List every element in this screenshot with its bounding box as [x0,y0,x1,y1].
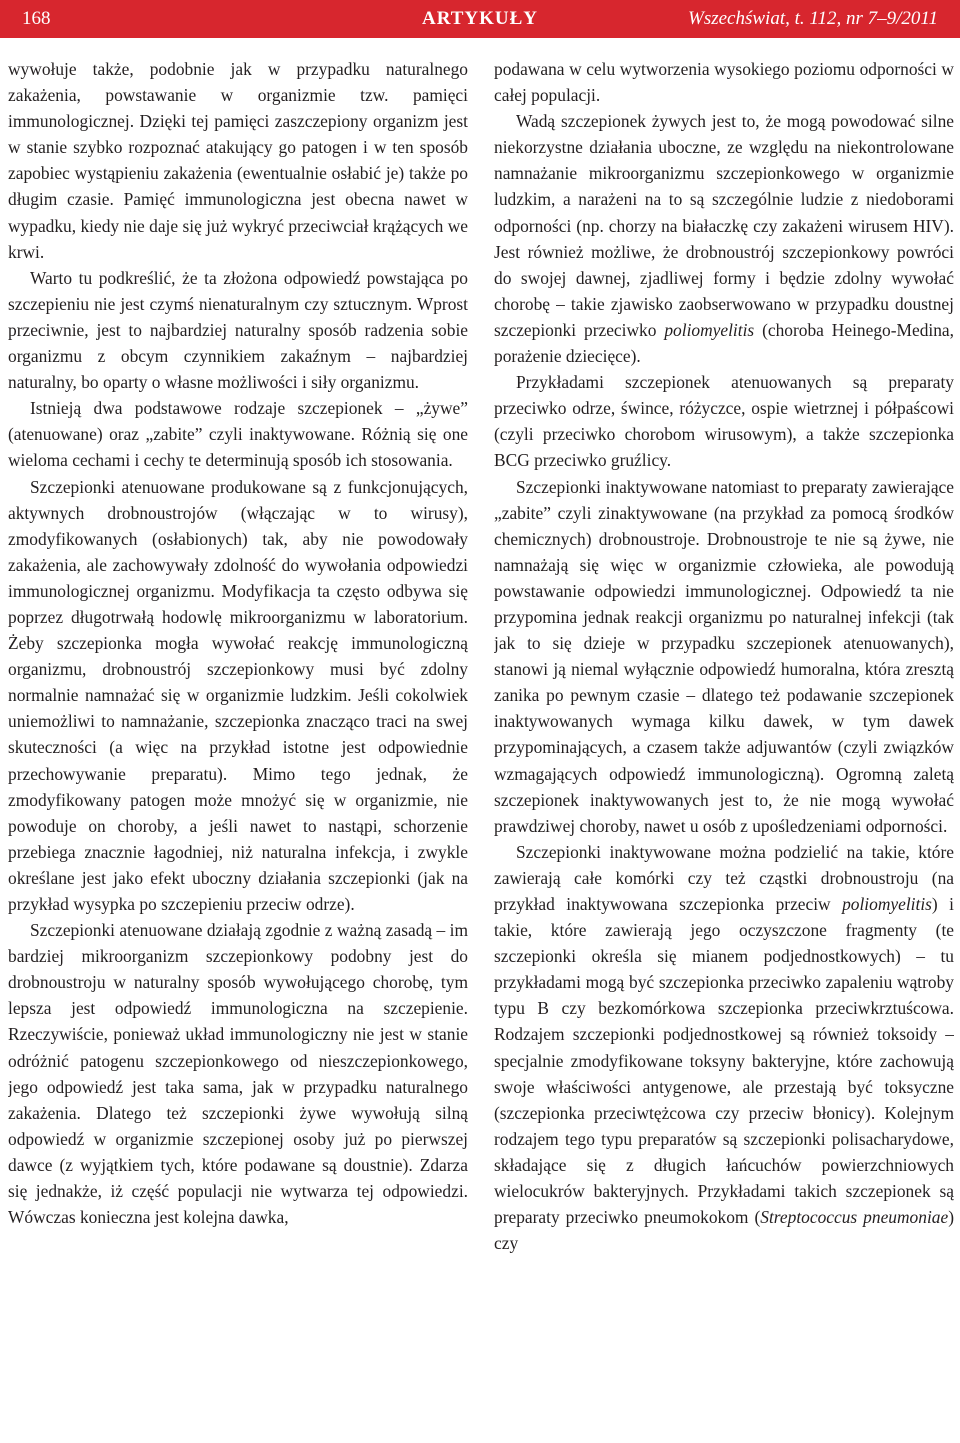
right-column [494,56,954,1431]
page-header [0,0,960,38]
paragraph [494,108,954,369]
paragraph: Szczepionki inaktywowane natomiast to preparaty zawierające „zabite” czyli zinaktywowane (na przykład za pomocą środków chemicznych) drobnoustroje. Drobnoustroje te nie są żywe, nie namnażają się więc w organizmie człowieka, ale powodują powstawanie odpowiedzi immunologicznej. Odpowiedź ta nie przypomina jednak reakcji organizmu po naturalnej infekcji (tak jak to się dzieje w przypadku szczepionek atenuowanych), stanowi ją niemal wyłącznie odpowiedź humoralna, która zresztą zanika po pewnym czasie – dlatego też podawanie szczepionek inaktywowanych wymaga kilku dawek, w tym dawek przypominających, a czasem także adjuwantów (czyli związków wzmagających odpowiedź immunologiczną). Ogromną zaletą szczepionek inaktywowanych jest to, że nie mogą wywołać prawdziwej choroby, nawet u osób z upośledzeniami odporności. [494,476,954,836]
paragraph: Szczepionki atenuowane działają zgodnie z ważną zasadą – im bardziej mikroorganizm szczepionkowy podobny jest do drobnoustroju w naturalny sposób wywołującego chorobę, tym lepsza jest odpowiedź immunologiczna na szczepienie. Rzeczywiście, ponieważ układ immunologiczny nie jest w stanie odróżnić patogenu szczepionkowego od nieszczepionkowego, jego odpowiedź jest taka sama, jak w przypadku naturalnego zakażenia. Dlatego też szczepionki żywe wywołują silną odpowiedź w organizmie szczepionej osoby już po pierwszej dawce (z wyjątkiem tych, które podawane są doustnie). Zdarza się jednakże, iż część populacji nie wytwarza tej odpowiedzi. Wówczas konieczna jest kolejna dawka, [8,920,468,1228]
paragraph-text: ) czy [494,1207,954,1254]
paragraph: wywołuje także, podobnie jak w przypadku naturalnego zakażenia, powstawanie w organizmie tzw. pamięci immunologicznej. Dzięki tej pamięci zaszczepiony organizm jest w stanie szybko rozpoznać atakujący go patogen i w ten sposób zapobiec wystąpieniu zakażenia (ewentualnie osłabić je) także po długim czasie. Pamięć immunologiczna jest obecna nawet w wypadku, kiedy nie daje się już wykryć przeciwciał krążących we krwi. [8,59,468,262]
paragraph-text: Szczepionki inaktywowane można podzielić na takie, które zawierają całe komórki czy też cząstki drobnoustroju (na przykład inaktywowana szczepionka przeciw [494,841,954,914]
page-number: 168 [22,8,51,29]
left-column [8,56,468,1431]
paragraph-text: ) i takie, które zawierają jego oczyszczone fragmenty (te szczepionki określa się mianem podjednostkowych) – tu przykładami mogą być szczepionka przeciwko zapaleniu wątroby typu B czy bezkomórkowa szczepionka przeciwkrztuścowa. Rodzajem szczepionki podjednostkowej są również toksoidy – specjalnie zmodyfikowane toksyny bakteryjne, które zachowują swoje właściwości antygenowe, ale przestają być toksyczne (szczepionka przeciwtężcowa czy przeciw błonicy). Kolejnym rodzajem tego typu preparatów są szczepionki polisacharydowe, składające się z długich łańcuchów powierzchniowych wielocukrów bakteryjnych. Przykładami takich szczepionek są preparaty przeciwko pneumokokom ( [494,894,954,1228]
paragraph: podawana w celu wytworzenia wysokiego poziomu odporności w całej populacji. [494,59,954,106]
italic-term: poliomyelitis [842,894,932,914]
section-title: ARTYKUŁY [421,8,539,29]
paragraph: Szczepionki atenuowane produkowane są z funkcjonujących, aktywnych drobnoustrojów (włączając w to wirusy), zmodyfikowanych (osłabionych) tak, aby nie powodowały zakażenia, ale zachowywały zdolność do wywołania odpowiedzi immunologicznej organizmu. Modyfikacja ta często odbywa się poprzez długotrwałą hodowlę mikroorganizmu w laboratorium. Żeby szczepionka mogła wywołać reakcję immunologiczną organizmu, drobnoustrój szczepionkowy musi być zdolny normalnie namnażać się w organizmie ludzkim. Jeśli cokolwiek uniemożliwi to namnażanie, szczepionka znacząco traci na swej skuteczności (a więc na przykład istotne jest odpowiednie przechowywanie preparatu). Mimo tego jednak, że zmodyfikowany patogen może mnożyć się w organizmie, nie powoduje on choroby, a jeśli nawet to nastąpi, schorzenie przebiega znacznie łagodniej, niż naturalna infekcja, i zwykle określane jest jako efekt uboczny działania szczepionki (jak na przykład wysypka po szczepieniu przeciw odrze). [8,476,468,914]
paragraph-text: (choroba Heinego-Medina, porażenie dziecięce). [494,319,954,367]
paragraph: Przykładami szczepionek atenuowanych są preparaty przeciwko odrze, śwince, różyczce, ospie wietrznej i półpaścowi (czyli przeciwko chorobom wirusowym), a także szczepionka BCG przeciwko gruźlicy. [494,372,954,471]
journal-issue: Wszechświat, t. 112, nr 7–9/2011 [688,8,938,29]
paragraph: Warto tu podkreślić, że ta złożona odpowiedź powstająca po szczepieniu nie jest czymś nienaturalnym czy sztucznym. Wprost przeciwnie, jest to najbardziej naturalny sposób radzenia sobie organizmu z obcym czynnikiem zakaźnym – najbardziej naturalny, bo oparty o własne możliwości i siły organizmu. [8,267,468,393]
italic-term: poliomyelitis [664,319,755,340]
paragraph-text: Wadą szczepionek żywych jest to, że mogą powodować silne niekorzystne działania uboczne, ze względu na niekontrolowane namnażanie mikroorganizmu szczepionkowego w organizmie ludzkim, a narażeni na to są szczególnie ludzie z niedoborami odporności (np. chorzy na białaczkę czy zakażeni wirusem HIV). Jest również możliwe, że drobnoustrój szczepionkowy powróci do swojej dawnej, zjadliwej formy i będzie zdolny wywołać chorobę – takie zjawisko zaobserwowano w przypadku doustnej szczepionki przeciwko [494,111,954,340]
paragraph [494,839,954,1257]
italic-term: Streptococcus pneumoniae [760,1207,949,1228]
paragraph: Istnieją dwa podstawowe rodzaje szczepionek – „żywe” (atenuowane) oraz „zabite” czyli inaktywowane. Różnią się one wieloma cechami i cechy te determinują sposób ich stosowania. [8,398,468,471]
